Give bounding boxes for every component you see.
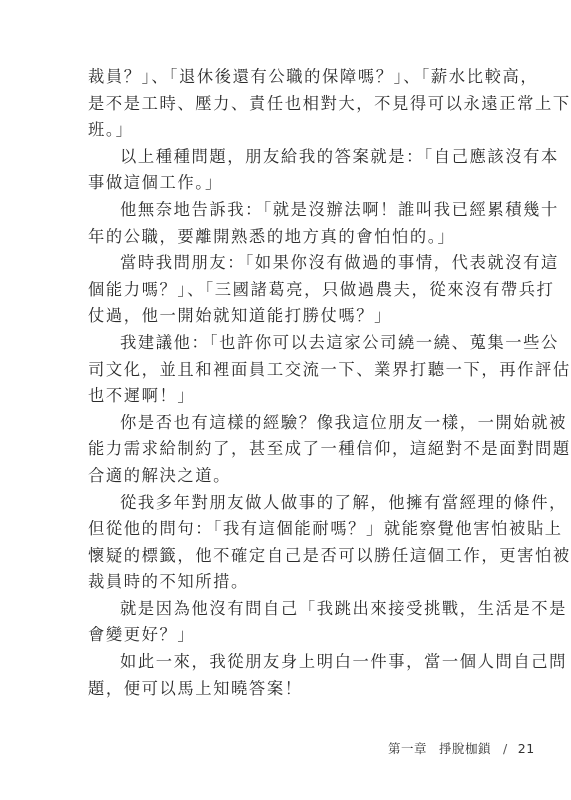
paragraph (88, 197, 559, 250)
paragraph (88, 596, 568, 649)
text-line: 是不是工時、壓力、責任也相對大，不見得可以永遠正常上下 (88, 93, 571, 113)
footer-separator: / (503, 740, 508, 756)
text-line: 裁員時的不知所措。 (88, 572, 249, 592)
paragraph (88, 330, 571, 410)
paragraph (88, 410, 571, 490)
text-line: 當時我問朋友：「如果你沒有做過的事情，代表就沒有這 (120, 253, 559, 273)
page-footer (388, 739, 535, 757)
text-line: 年的公職，要離開熟悉的地方真的會怕怕的。」 (88, 226, 456, 246)
text-line: 仗過，他一開始就知道能打勝仗嗎？」 (88, 306, 392, 326)
text-line: 事做這個工作。」 (88, 173, 223, 193)
text-line: 題，便可以馬上知曉答案！ (88, 678, 303, 698)
text-line: 司文化，並且和裡面員工交流一下、業界打聽一下，再作評估 (88, 359, 571, 379)
text-line: 以上種種問題，朋友給我的答案就是：「自己應該沒有本 (120, 146, 559, 166)
text-line: 合適的解決之道。 (88, 465, 232, 485)
text-line: 裁員？」、「退休後還有公職的保障嗎？」、「薪水比較高， (88, 67, 539, 86)
page-number: 21 (517, 740, 535, 756)
text-line: 也不遲啊！」 (88, 386, 196, 406)
chapter-title: 掙脫枷鎖 (439, 741, 492, 756)
paragraph (88, 649, 568, 702)
paragraph (88, 490, 571, 596)
text-line: 就是因為他沒有問自己「我跳出來接受挑戰，生活是不是 (120, 598, 568, 618)
text-line: 能力需求給制約了，甚至成了一種信仰，這絕對不是面對問題 (88, 439, 571, 459)
text-line: 你是否也有這樣的經驗？像我這位朋友一樣，一開始就被 (120, 412, 568, 432)
text-line: 但從他的問句：「我有這個能耐嗎？」就能察覺他害怕被貼上 (88, 519, 563, 539)
text-line: 會變更好？」 (88, 625, 196, 645)
paragraph (88, 250, 559, 330)
paragraph (88, 144, 559, 197)
paragraph (88, 64, 571, 144)
text-line: 從我多年對朋友做人做事的了解，他擁有當經理的條件， (120, 492, 568, 512)
text-line: 懷疑的標籤，他不確定自己是否可以勝任這個工作，更害怕被 (88, 545, 571, 565)
chapter-label: 第一章 (388, 741, 428, 756)
text-line: 我建議他：「也許你可以去這家公司繞一繞、蒐集一些公 (120, 332, 559, 352)
text-line: 個能力嗎？」、「三國諸葛亮，只做過農夫，從來沒有帶兵打 (88, 279, 555, 299)
text-line: 班。」 (88, 120, 134, 140)
body-text (88, 64, 571, 702)
text-line: 如此一來，我從朋友身上明白一件事，當一個人問自己問 (120, 652, 568, 672)
text-line: 他無奈地告訴我：「就是沒辦法啊！誰叫我已經累積幾十 (120, 199, 559, 219)
